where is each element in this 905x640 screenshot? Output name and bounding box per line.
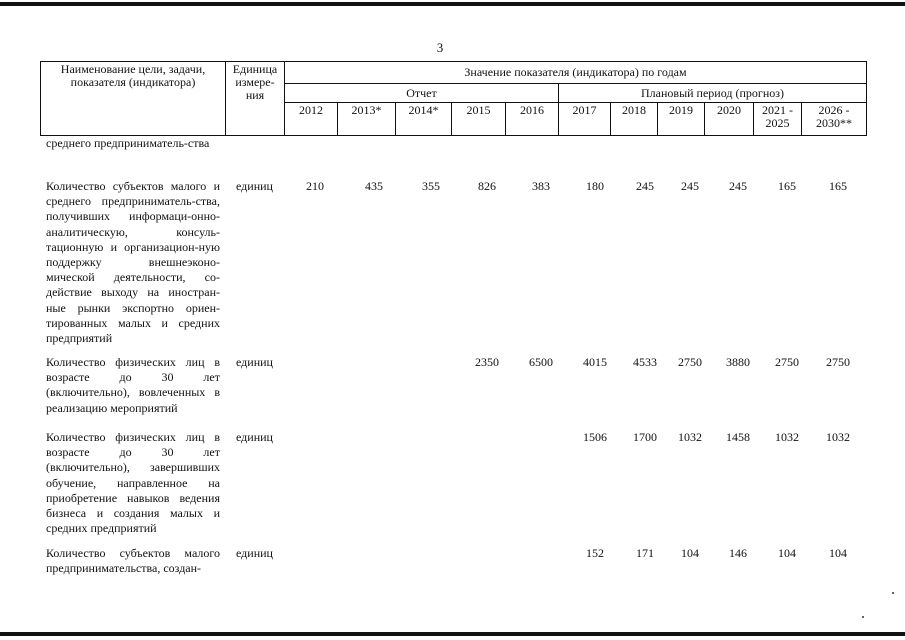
header-year: 2012 xyxy=(285,103,338,136)
header-values-col: Значение показателя (индикатора) по годам xyxy=(285,62,867,84)
value-cell: 4533 xyxy=(633,355,657,369)
value-cell: 2350 xyxy=(475,355,499,369)
indicator-name: Количество физических лиц в возрасте до 30 лет (включительно), завершивших обучение, направленное на приобретение навыков ведения бизнеса и создания малых и средних предприятий xyxy=(46,430,220,536)
header-year: 2026 - 2030** xyxy=(802,103,867,136)
value-cell: 1700 xyxy=(633,430,657,444)
indicator-name: среднего предприниматель-ства xyxy=(46,136,210,150)
value-cell: 826 xyxy=(478,179,496,193)
value-cell: 210 xyxy=(306,179,324,193)
top-border xyxy=(0,2,905,6)
header-plan-group: Плановый период (прогноз) xyxy=(559,84,867,103)
value-cell: 1032 xyxy=(826,430,850,444)
page-number: 3 xyxy=(436,40,444,55)
header-year: 2018 xyxy=(611,103,658,136)
unit-cell: единиц xyxy=(236,179,273,193)
indicator-name: Количество субъектов малого и среднего предприниматель-ства, получивших информаци-онно-аналитическую, консуль-тационную и организацион-ную поддержку внешнеэконо-мической деятельности, со-действие выходу на иностран-ные рынки экспортно ориен-тированных малых и средних предприятий xyxy=(46,179,220,346)
value-cell: 2750 xyxy=(775,355,799,369)
value-cell: 165 xyxy=(778,179,796,193)
header-year: 2015 xyxy=(452,103,506,136)
value-cell: 435 xyxy=(365,179,383,193)
value-cell: 355 xyxy=(422,179,440,193)
value-cell: 2750 xyxy=(678,355,702,369)
value-cell: 1506 xyxy=(583,430,607,444)
value-cell: 245 xyxy=(636,179,654,193)
value-cell: 180 xyxy=(586,179,604,193)
value-cell: 6500 xyxy=(529,355,553,369)
value-cell: 2750 xyxy=(826,355,850,369)
value-cell: 3880 xyxy=(726,355,750,369)
indicator-name: Количество физических лиц в возрасте до 30 лет (включительно), вовлеченных в реализацию мероприятий xyxy=(46,355,220,415)
value-cell: 245 xyxy=(729,179,747,193)
header-year: 2014* xyxy=(396,103,452,136)
value-cell: 383 xyxy=(532,179,550,193)
value-cell: 146 xyxy=(729,546,747,560)
value-cell: 104 xyxy=(778,546,796,560)
header-year: 2019 xyxy=(658,103,705,136)
header-year: 2013* xyxy=(338,103,396,136)
header-year: 2021 - 2025 xyxy=(754,103,802,136)
value-cell: 1458 xyxy=(726,430,750,444)
value-cell: 1032 xyxy=(678,430,702,444)
unit-cell: единиц xyxy=(236,546,273,560)
bottom-border xyxy=(0,632,905,636)
indicator-name: Количество субъектов малого предпринимательства, создан- xyxy=(46,546,220,576)
header-table xyxy=(40,61,867,136)
header-year: 2020 xyxy=(705,103,754,136)
value-cell: 152 xyxy=(586,546,604,560)
value-cell: 165 xyxy=(829,179,847,193)
header-report-group: Отчет xyxy=(285,84,559,103)
scan-speck xyxy=(862,616,864,618)
header-unit-col: Единица измере-ния xyxy=(226,62,285,136)
value-cell: 1032 xyxy=(775,430,799,444)
header-name-col: Наименование цели, задачи, показателя (индикатора) xyxy=(41,62,226,136)
header-year: 2016 xyxy=(506,103,559,136)
value-cell: 4015 xyxy=(583,355,607,369)
value-cell: 245 xyxy=(681,179,699,193)
unit-cell: единиц xyxy=(236,355,273,369)
scan-speck xyxy=(892,592,894,594)
unit-cell: единиц xyxy=(236,430,273,444)
header-year: 2017 xyxy=(559,103,611,136)
value-cell: 104 xyxy=(681,546,699,560)
value-cell: 104 xyxy=(829,546,847,560)
value-cell: 171 xyxy=(636,546,654,560)
